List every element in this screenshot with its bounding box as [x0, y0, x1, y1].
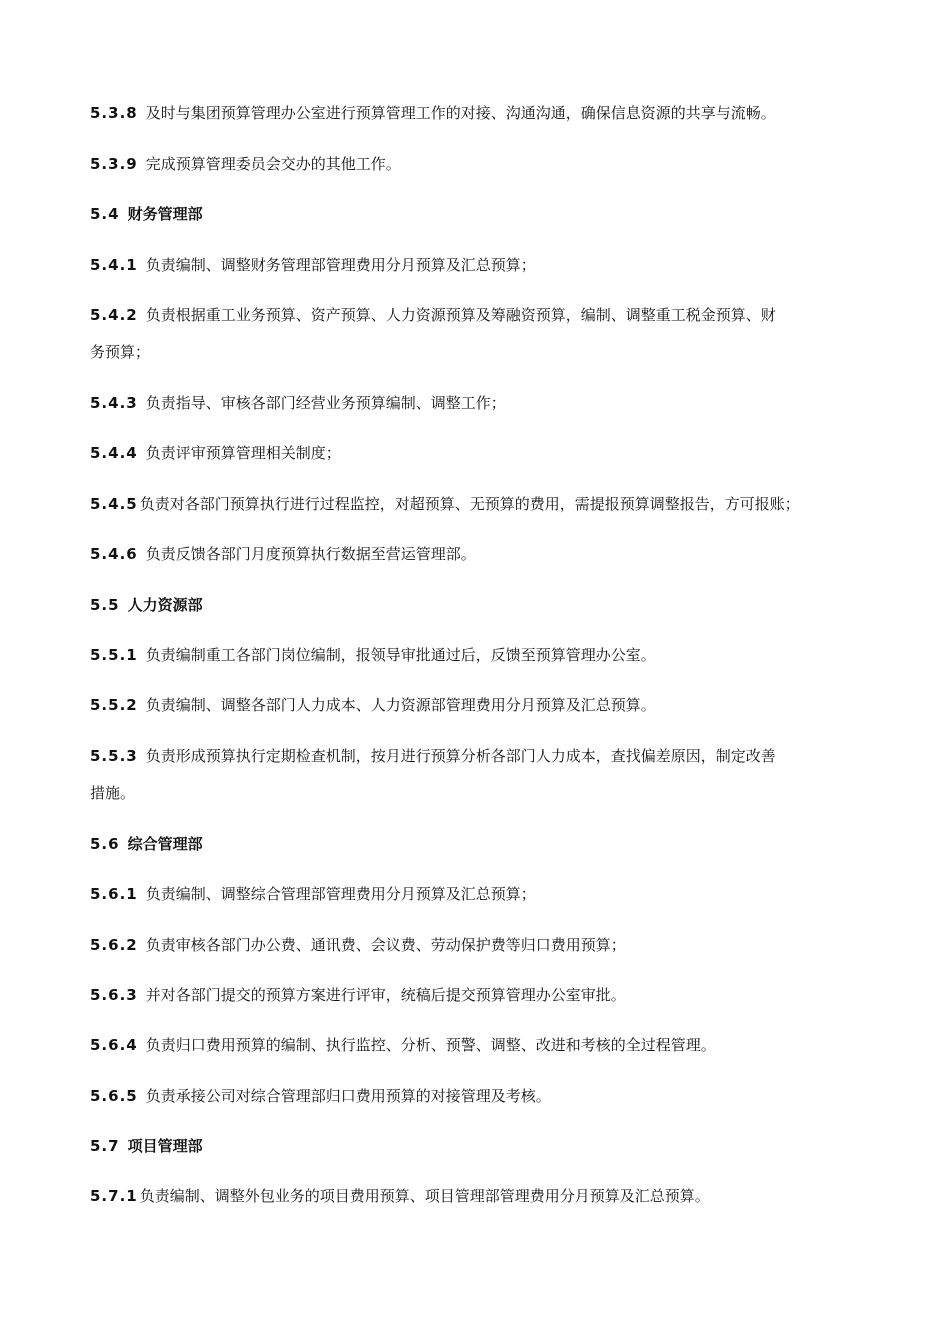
clause-5-4-6	[90, 544, 870, 564]
clause-5-4-2-continuation	[90, 342, 870, 362]
clause-text: 负责反馈各部门月度预算执行数据至营运管理部。	[145, 545, 476, 563]
clause-number: 5.6.5	[90, 1087, 138, 1105]
clause-text: 负责编制、调整财务管理部管理费用分月预算及汇总预算；	[145, 256, 536, 274]
section-number: 5.7	[90, 1137, 120, 1155]
clause-text-continuation: 务预算；	[90, 343, 151, 361]
clause-5-6-5	[90, 1086, 870, 1106]
section-number: 5.6	[90, 835, 120, 853]
clause-5-4-2	[90, 305, 870, 325]
clause-number: 5.4.5	[90, 495, 138, 513]
clause-number: 5.4.3	[90, 394, 138, 412]
clause-5-6-1	[90, 884, 870, 904]
clause-number: 5.5.1	[90, 646, 138, 664]
clause-5-3-9	[90, 154, 870, 174]
clause-text: 负责形成预算执行定期检查机制，按月进行预算分析各部门人力成本，查找偏差原因，制定改善	[145, 747, 776, 765]
clause-text: 负责编制、调整各部门人力成本、人力资源部管理费用分月预算及汇总预算。	[145, 696, 656, 714]
section-heading-5-7	[90, 1136, 870, 1156]
clause-5-4-4	[90, 443, 870, 463]
clause-text: 负责承接公司对综合管理部归口费用预算的对接管理及考核。	[145, 1087, 551, 1105]
clause-text: 负责编制、调整外包业务的项目费用预算、项目管理部管理费用分月预算及汇总预算。	[139, 1187, 710, 1205]
clause-text: 及时与集团预算管理办公室进行预算管理工作的对接、沟通沟通，确保信息资源的共享与流畅。	[145, 104, 776, 122]
section-heading-5-6	[90, 834, 870, 854]
clause-text: 负责编制重工各部门岗位编制，报领导审批通过后，反馈至预算管理办公室。	[145, 646, 656, 664]
section-title: 项目管理部	[127, 1137, 203, 1155]
clause-number: 5.7.1	[90, 1187, 138, 1205]
clause-number: 5.4.4	[90, 444, 138, 462]
clause-5-4-1	[90, 255, 870, 275]
clause-number: 5.4.2	[90, 306, 138, 324]
clause-5-7-1	[90, 1186, 870, 1206]
section-number: 5.5	[90, 596, 120, 614]
clause-text: 并对各部门提交的预算方案进行评审，统稿后提交预算管理办公室审批。	[145, 986, 626, 1004]
clause-text: 完成预算管理委员会交办的其他工作。	[145, 155, 401, 173]
clause-5-3-8	[90, 103, 870, 123]
clause-text: 负责审核各部门办公费、通讯费、会议费、劳动保护费等归口费用预算；	[145, 936, 626, 954]
clause-number: 5.4.1	[90, 256, 138, 274]
clause-number: 5.3.9	[90, 155, 138, 173]
clause-5-5-3-continuation	[90, 783, 870, 803]
section-title: 人力资源部	[127, 596, 203, 614]
clause-number: 5.6.3	[90, 986, 138, 1004]
section-heading-5-5	[90, 595, 870, 615]
clause-number: 5.5.2	[90, 696, 138, 714]
clause-text: 负责编制、调整综合管理部管理费用分月预算及汇总预算；	[145, 885, 536, 903]
clause-text-continuation: 措施。	[90, 784, 136, 802]
section-title: 财务管理部	[127, 205, 203, 223]
clause-text: 负责指导、审核各部门经营业务预算编制、调整工作；	[145, 394, 506, 412]
clause-5-5-2	[90, 695, 870, 715]
clause-5-4-3	[90, 393, 870, 413]
clause-5-5-3	[90, 746, 870, 766]
clause-text: 负责归口费用预算的编制、执行监控、分析、预警、调整、改进和考核的全过程管理。	[145, 1036, 716, 1054]
clause-5-6-2	[90, 935, 870, 955]
clause-text: 负责根据重工业务预算、资产预算、人力资源预算及筹融资预算，编制、调整重工税金预算、财	[145, 306, 776, 324]
clause-number: 5.3.8	[90, 104, 138, 122]
clause-text: 负责评审预算管理相关制度；	[145, 444, 341, 462]
clause-number: 5.5.3	[90, 747, 138, 765]
clause-number: 5.6.4	[90, 1036, 138, 1054]
clause-5-5-1	[90, 645, 870, 665]
clause-text: 负责对各部门预算执行进行过程监控，对超预算、无预算的费用，需提报预算调整报告，方可报账；	[139, 495, 800, 513]
clause-5-6-4	[90, 1035, 870, 1055]
section-title: 综合管理部	[127, 835, 203, 853]
section-number: 5.4	[90, 205, 120, 223]
clause-number: 5.6.1	[90, 885, 138, 903]
clause-number: 5.4.6	[90, 545, 138, 563]
section-heading-5-4	[90, 204, 870, 224]
clause-5-4-5	[90, 494, 870, 514]
clause-number: 5.6.2	[90, 936, 138, 954]
clause-5-6-3	[90, 985, 870, 1005]
